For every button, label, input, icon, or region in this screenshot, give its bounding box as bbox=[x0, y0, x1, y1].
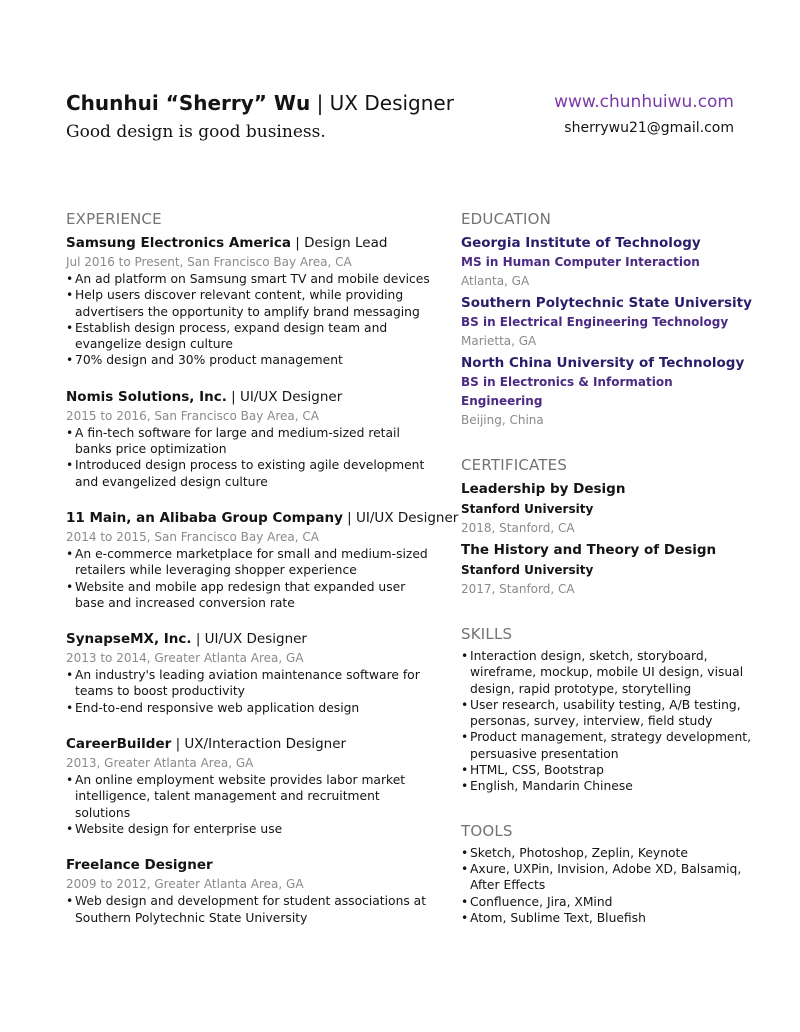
header-right bbox=[554, 88, 734, 139]
skill-item: • English, Mandarin Chinese bbox=[461, 778, 751, 794]
section-title-education: EDUCATION bbox=[461, 210, 551, 228]
name-line bbox=[66, 88, 454, 118]
candidate-role: UX Designer bbox=[329, 91, 454, 115]
entry-title bbox=[66, 387, 438, 407]
bullet-item: • End-to-end responsive web application design bbox=[66, 700, 438, 716]
experience-entry bbox=[66, 734, 438, 837]
job-role: | UX/Interaction Designer bbox=[171, 736, 347, 753]
school-location: Atlanta, GA bbox=[461, 274, 530, 288]
experience-entry bbox=[66, 855, 438, 926]
certificate-entry bbox=[461, 479, 751, 537]
section-title-experience: EXPERIENCE bbox=[66, 210, 162, 228]
certificates-list bbox=[461, 479, 751, 598]
degree: BS in Electronics & Information Engineering bbox=[461, 375, 673, 408]
entry-bullets bbox=[66, 667, 438, 716]
entry-bullets bbox=[66, 772, 438, 837]
certificate-org: Stanford University bbox=[461, 502, 594, 516]
skill-item: • User research, usability testing, A/B testing, personas, survey, interview, field study bbox=[461, 697, 751, 730]
job-role: | UI/UX Designer bbox=[226, 388, 343, 405]
tool-item: • Sketch, Photoshop, Zeplin, Keynote bbox=[461, 845, 751, 861]
entry-meta: 2013, Greater Atlanta Area, GA bbox=[66, 756, 254, 771]
bullet-item: • Introduced design process to existing agile development and evangelized design culture bbox=[66, 457, 438, 490]
tool-item: • Confluence, Jira, XMind bbox=[461, 894, 751, 910]
entry-title bbox=[66, 734, 438, 754]
degree: MS in Human Computer Interaction bbox=[461, 255, 700, 269]
entry-title bbox=[66, 233, 438, 253]
entry-meta: 2015 to 2016, San Francisco Bay Area, CA bbox=[66, 408, 319, 423]
tool-item: • Atom, Sublime Text, Bluefish bbox=[461, 910, 751, 926]
website-link[interactable]: www.chunhuiwu.com bbox=[554, 92, 734, 112]
entry-bullets bbox=[66, 271, 438, 369]
experience-entry bbox=[66, 387, 438, 490]
certificate-entry bbox=[461, 540, 751, 598]
company-name: SynapseMX, Inc. bbox=[66, 631, 192, 648]
skills-list bbox=[461, 648, 751, 795]
entry-meta: 2014 to 2015, San Francisco Bay Area, CA bbox=[66, 529, 319, 544]
school-name: North China University of Technology bbox=[461, 355, 745, 371]
entry-title bbox=[66, 508, 459, 528]
tool-item: • Axure, UXPin, Invision, Adobe XD, Balsamiq, After Effects bbox=[461, 861, 751, 894]
bullet-item: • Help users discover relevant content, while providing advertisers the opportunity to amplify brand messaging bbox=[66, 287, 438, 320]
education-entry bbox=[461, 293, 751, 350]
job-role: | UI/UX Designer bbox=[342, 509, 459, 526]
right-column bbox=[461, 209, 751, 926]
company-name: CareerBuilder bbox=[66, 736, 172, 753]
bullet-item: • Web design and development for student associations at Southern Polytechnic State University bbox=[66, 893, 438, 926]
school-name: Georgia Institute of Technology bbox=[461, 235, 701, 251]
entry-title bbox=[66, 629, 438, 649]
bullet-item: • An industry's leading aviation maintenance software for teams to boost productivity bbox=[66, 667, 438, 700]
skill-item: • Product management, strategy development, persuasive presentation bbox=[461, 729, 751, 762]
entry-bullets bbox=[66, 546, 438, 611]
section-title-certificates: CERTIFICATES bbox=[461, 456, 568, 474]
company-name: Freelance Designer bbox=[66, 857, 213, 874]
bullet-item: • A fin-tech software for large and medium-sized retail banks price optimization bbox=[66, 425, 438, 458]
certificate-name: The History and Theory of Design bbox=[461, 542, 717, 558]
job-role: | UI/UX Designer bbox=[191, 631, 307, 648]
bullet-item: • 70% design and 30% product management bbox=[66, 352, 438, 368]
certificate-name: Leadership by Design bbox=[461, 481, 626, 497]
experience-entry bbox=[66, 629, 438, 716]
header-left bbox=[66, 88, 454, 144]
job-role: | Design Lead bbox=[290, 235, 388, 251]
entry-meta: 2013 to 2014, Greater Atlanta Area, GA bbox=[66, 651, 304, 666]
candidate-name: Chunhui “Sherry” Wu bbox=[66, 91, 311, 115]
degree: BS in Electrical Engineering Technology bbox=[461, 315, 729, 329]
bullet-item: • An e-commerce marketplace for small and medium-sized retailers while leveraging shopper experience bbox=[66, 546, 438, 579]
email-link[interactable]: sherrywu21@gmail.com bbox=[564, 120, 734, 136]
bullet-item: • An online employment website provides labor market intelligence, talent management and recruitment solutions bbox=[66, 772, 438, 821]
certificate-org: Stanford University bbox=[461, 563, 594, 577]
bullet-item: • Establish design process, expand design team and evangelize design culture bbox=[66, 320, 438, 353]
entry-meta: 2009 to 2012, Greater Atlanta Area, GA bbox=[66, 877, 304, 892]
experience-list bbox=[66, 233, 459, 926]
entry-bullets bbox=[66, 425, 438, 490]
tagline: Good design is good business. bbox=[66, 122, 326, 142]
education-entry bbox=[461, 353, 751, 429]
company-name: Samsung Electronics America bbox=[66, 235, 291, 251]
entry-bullets bbox=[66, 893, 438, 926]
section-title-skills: SKILLS bbox=[461, 625, 513, 643]
company-name: 11 Main, an Alibaba Group Company bbox=[66, 509, 343, 526]
entry-title bbox=[66, 855, 438, 875]
school-location: Beijing, China bbox=[461, 413, 544, 427]
tools-list bbox=[461, 845, 751, 926]
experience-entry bbox=[66, 508, 459, 611]
company-name: Nomis Solutions, Inc. bbox=[66, 388, 227, 405]
section-title-tools: TOOLS bbox=[461, 821, 513, 840]
education-list bbox=[461, 233, 751, 429]
certificate-meta: 2018, Stanford, CA bbox=[461, 521, 575, 535]
left-column bbox=[66, 209, 459, 944]
certificate-meta: 2017, Stanford, CA bbox=[461, 582, 575, 596]
skill-item: • HTML, CSS, Bootstrap bbox=[461, 762, 751, 778]
entry-meta: Jul 2016 to Present, San Francisco Bay Area, CA bbox=[66, 255, 352, 269]
experience-entry bbox=[66, 233, 438, 369]
title-separator: | bbox=[310, 91, 330, 115]
bullet-item: • An ad platform on Samsung smart TV and mobile devices bbox=[66, 271, 438, 287]
skill-item: • Interaction design, sketch, storyboard, wireframe, mockup, mobile UI design, visual design, rapid prototype, storytelling bbox=[461, 648, 751, 697]
bullet-item: • Website and mobile app redesign that expanded user base and increased conversion rate bbox=[66, 579, 438, 612]
school-name: Southern Polytechnic State University bbox=[461, 295, 752, 311]
bullet-item: • Website design for enterprise use bbox=[66, 821, 438, 837]
school-location: Marietta, GA bbox=[461, 334, 537, 348]
education-entry bbox=[461, 233, 751, 290]
